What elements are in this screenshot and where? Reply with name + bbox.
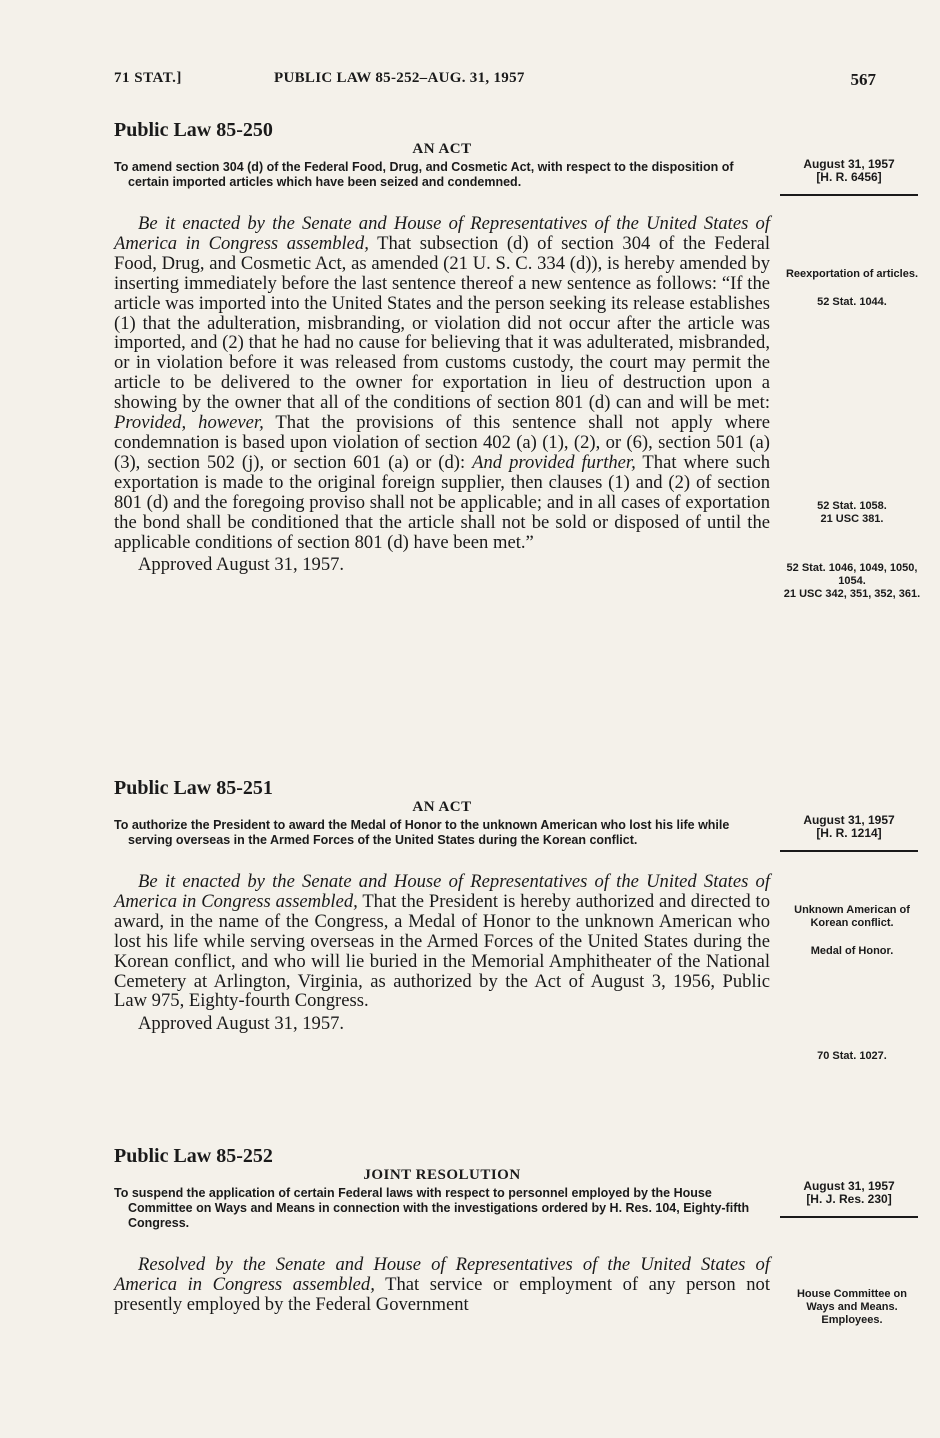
margin-note: 21 USC 381. xyxy=(820,513,884,525)
act-body xyxy=(114,214,770,552)
act-purpose: To authorize the President to award the Medal of Honor to the unknown American who lost his life while serving overseas in the Armed Forces of the United States during the Korean conflict. xyxy=(114,818,730,847)
act-type: AN ACT xyxy=(412,799,472,815)
margin-date-block xyxy=(780,158,918,196)
proviso: And provided further, xyxy=(472,451,636,473)
volume-reference: 71 STAT.] xyxy=(114,70,182,86)
margin-note: Employees. xyxy=(821,1314,883,1326)
law-title: Public Law 85-250 xyxy=(114,119,273,141)
act-body xyxy=(114,1255,770,1315)
margin-note: House Committee on Ways and Means. xyxy=(796,1288,907,1313)
margin-bill: [H. R. 1214] xyxy=(816,826,882,840)
margin-note: Unknown American of Korean conflict. xyxy=(794,904,910,929)
approval-line: Approved August 31, 1957. xyxy=(138,554,345,576)
law-85-251 xyxy=(114,776,770,1035)
act-type: AN ACT xyxy=(412,141,472,157)
margin-note: 52 Stat. 1058. xyxy=(817,500,887,512)
act-body xyxy=(114,872,770,1011)
margin-note: 21 USC 342, 351, 352, 361. xyxy=(783,588,921,600)
law-title: Public Law 85-252 xyxy=(114,1145,273,1167)
body-part: That the President is hereby authorized and directed to award, in the name of the Congress, a Medal of Honor to the unknown American who lost his life while serving overseas in the Armed Forces of the United States during the Korean conflict, and who will lie buried in the Memorial Amphitheater of the National Cemetery at Arlington, Virginia, as authorized by the Act of August 3, 1956, Public Law 975, Eighty-fourth Congress. xyxy=(114,890,771,1012)
margin-bill: [H. R. 6456] xyxy=(816,170,882,184)
margin-date: August 31, 1957 xyxy=(803,1179,895,1193)
act-purpose: To suspend the application of certain Federal laws with respect to personnel employed by the House Committee on Ways and Means in connection with the investigations ordered by H. Res. 104, Eighty-fifth Congress. xyxy=(114,1186,750,1230)
margin-note: 52 Stat. 1046, 1049, 1050, 1054. xyxy=(786,562,918,587)
act-type: JOINT RESOLUTION xyxy=(363,1167,521,1183)
page-number: 567 xyxy=(850,70,876,89)
enacting-clause: Be it enacted by the Senate and House of Representatives of the United States of America in Congress assembled, xyxy=(114,213,770,254)
margin-date-block xyxy=(780,814,918,852)
law-85-252 xyxy=(114,1144,770,1315)
margin-bill: [H. J. Res. 230] xyxy=(806,1192,892,1206)
body-part: That the provisions of this sentence shall not apply where condemnation is based upon violation of section 402 (a) (1), (2), or (6), section 501 (a) (3), section 502 (j), or section 601 (a) or (d): xyxy=(114,412,770,473)
margin-note: Reexportation of articles. xyxy=(785,268,919,280)
law-title: Public Law 85-251 xyxy=(114,777,273,799)
margin-note: Medal of Honor. xyxy=(810,945,894,957)
act-purpose: To amend section 304 (d) of the Federal Food, Drug, and Cosmetic Act, with respect to the disposition of certain imported articles which have been seized and condemned. xyxy=(114,160,734,189)
body-part: That subsection (d) of section 304 of the Federal Food, Drug, and Cosmetic Act, as amended (21 U. S. C. 334 (d)), is hereby amended by inserting immediately before the last sentence thereof a new sentence as follows: “If the article was imported into the United States and the person seeking its release establishes (1) that the adulteration, misbranding, or violation did not occur after the article was imported, and (2) that he had no cause for believing that it was adulterated, misbranded, or in violation before it was released from customs custody, the court may permit the article to be delivered to the owner for exportation in lieu of destruction upon a showing by the owner that all of the conditions of section 801 (d) can and will be met: xyxy=(114,232,770,414)
body-part: That service or employment of any person not presently employed by the Federal Government xyxy=(114,1273,770,1315)
body-part: That where such exportation is made to the original foreign supplier, then clauses (1) and (2) of section 801 (d) and the foregoing proviso shall not be applicable; and in all cases of exportation the bond shall be conditioned that the article shall not be sold or disposed of until the applicable conditions of section 801 (d) have been met.” xyxy=(114,451,771,553)
approval-line: Approved August 31, 1957. xyxy=(138,1013,345,1035)
law-85-250 xyxy=(114,118,770,576)
margin-date: August 31, 1957 xyxy=(803,157,895,171)
running-title: PUBLIC LAW 85-252–AUG. 31, 1957 xyxy=(274,70,525,86)
margin-date: August 31, 1957 xyxy=(803,813,895,827)
enacting-clause: Resolved by the Senate and House of Representatives of the United States of America in Congress assembled, xyxy=(114,1254,770,1295)
margin-note: 52 Stat. 1044. xyxy=(817,296,887,308)
margin-note: 70 Stat. 1027. xyxy=(817,1050,887,1062)
running-header xyxy=(114,70,900,94)
enacting-clause: Be it enacted by the Senate and House of Representatives of the United States of America in Congress assembled, xyxy=(114,871,770,912)
proviso: Provided, however, xyxy=(114,412,264,434)
margin-date-block xyxy=(780,1180,918,1218)
